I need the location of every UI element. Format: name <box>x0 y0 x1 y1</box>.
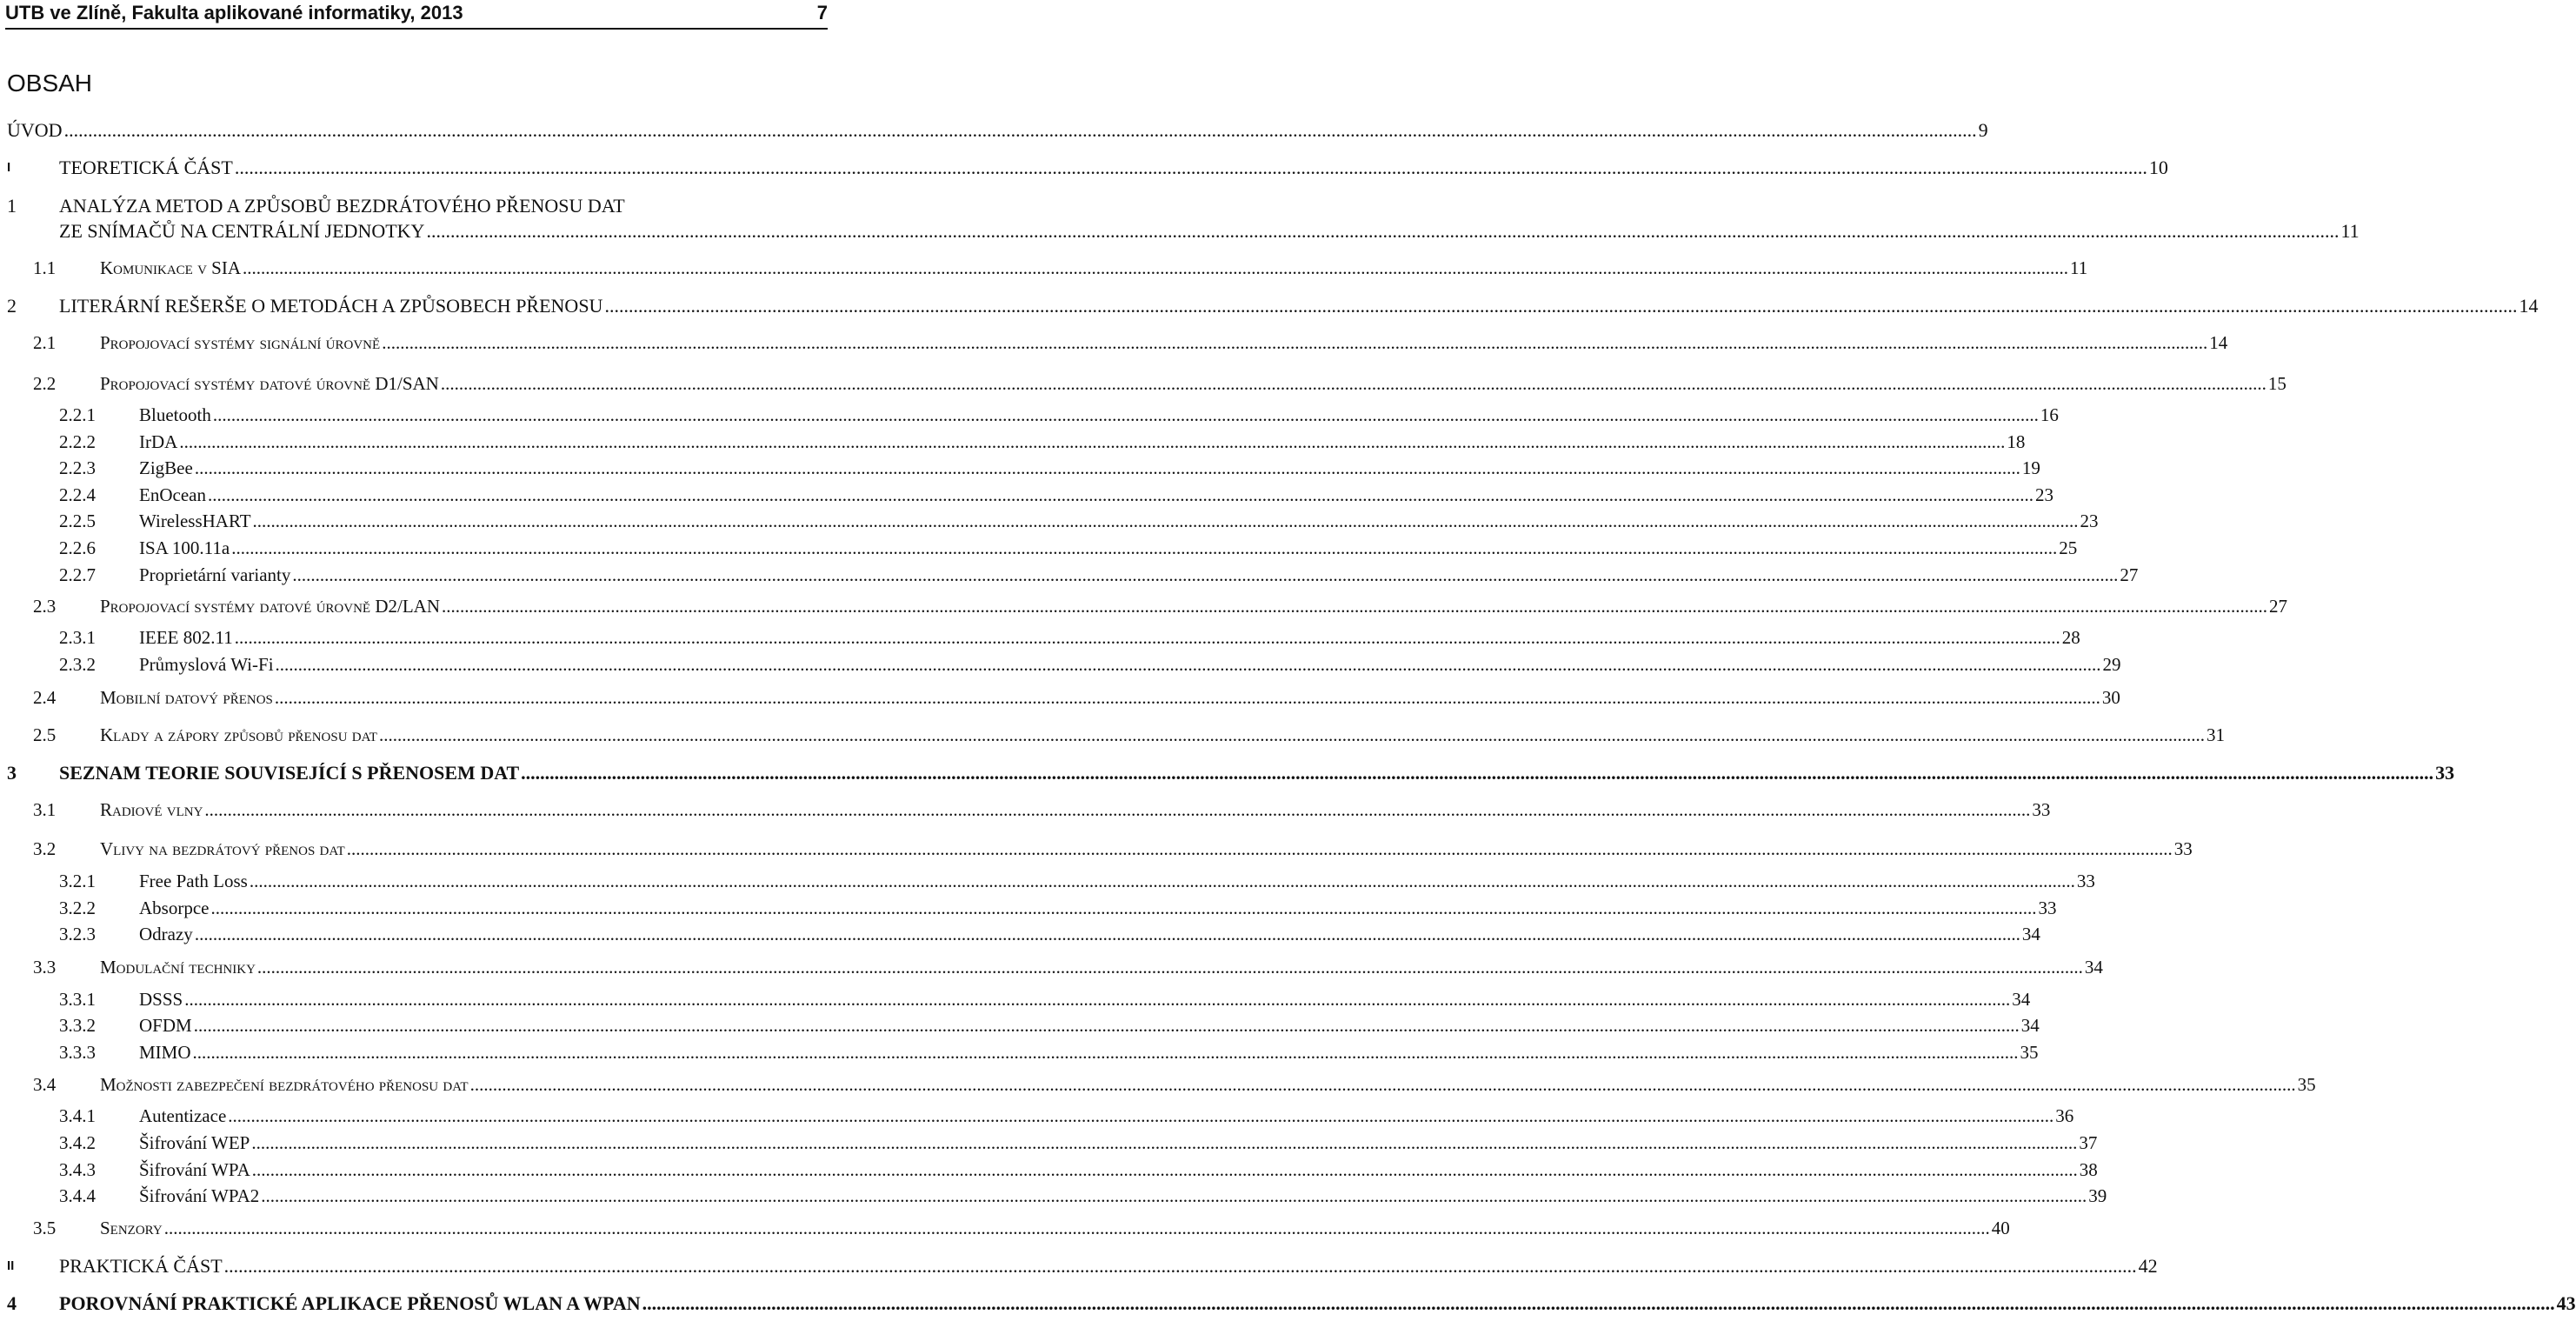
toc-entry-number: 3.2 <box>33 838 57 859</box>
toc-entry[interactable] <box>0 564 2139 587</box>
toc-entry-page: 39 <box>2088 1185 2107 1206</box>
toc-entry-label: Radiové vlny <box>100 799 203 820</box>
toc-entry-number: 2.4 <box>33 687 57 708</box>
toc-entry[interactable] <box>0 257 2088 280</box>
toc-entry-label: Mobilní datový přenos <box>100 687 273 708</box>
toc-entry-page: 28 <box>2061 627 2080 648</box>
toc-entry-page: 36 <box>2055 1105 2074 1126</box>
dot-leader: ................................................................................................................................................................................................................................................................................................................................................................................................................ <box>194 457 2020 478</box>
dot-leader: ................................................................................................................................................................................................................................................................................................................................................................................................................ <box>275 654 2101 675</box>
dot-leader: ................................................................................................................................................................................................................................................................................................................................................................................................................ <box>234 157 2147 178</box>
toc-entry-label: LITERÁRNÍ REŠERŠE O METODÁCH A ZPŮSOBECH PŘENOSU <box>59 295 603 317</box>
toc-entry-number: 3.3 <box>33 957 57 978</box>
toc-entry-label: Komunikace v SIA <box>100 257 241 278</box>
dot-leader: ................................................................................................................................................................................................................................................................................................................................................................................................................ <box>179 431 2006 452</box>
toc-entry[interactable] <box>0 724 2225 747</box>
toc-entry-label: POROVNÁNÍ PRAKTICKÉ APLIKACE PŘENOSŮ WLAN A WPAN <box>59 1292 641 1314</box>
toc-entry-number: 2.3.2 <box>59 654 96 675</box>
toc-entry-number: 2.2.7 <box>59 564 96 585</box>
toc-entry-number: 2.2.4 <box>59 484 96 505</box>
toc-entry-label: IrDA <box>139 431 178 452</box>
dot-leader: ................................................................................................................................................................................................................................................................................................................................................................................................................ <box>604 295 2518 317</box>
toc-entry-number: 2.2.5 <box>59 511 96 531</box>
dot-leader: ................................................................................................................................................................................................................................................................................................................................................................................................................ <box>346 838 2173 859</box>
toc-entry[interactable] <box>0 1159 2098 1182</box>
toc-entry-label: EnOcean <box>139 484 206 505</box>
toc-entry-number: 2.3 <box>33 596 57 617</box>
toc-entry-label: Klady a zápory způsobů přenosu dat <box>100 724 377 745</box>
toc-entry[interactable] <box>0 157 2168 179</box>
dot-leader: ................................................................................................................................................................................................................................................................................................................................................................................................................ <box>252 511 2079 531</box>
toc-entry[interactable] <box>0 511 2099 533</box>
toc-entry-page: 33 <box>2435 762 2455 784</box>
dot-leader: ................................................................................................................................................................................................................................................................................................................................................................................................................ <box>184 989 2011 1010</box>
toc-entry[interactable] <box>0 762 2455 784</box>
dot-leader: ................................................................................................................................................................................................................................................................................................................................................................................................................ <box>163 1218 1990 1238</box>
toc-entry-label: ANALÝZA METOD A ZPŮSOBŮ BEZDRÁTOVÉHO PŘENOSU DAT <box>59 195 625 217</box>
toc-entry[interactable] <box>0 627 2080 650</box>
toc-entry-number: 2 <box>7 295 17 317</box>
toc-entry[interactable] <box>0 404 2059 427</box>
toc-entry-label: ÚVOD <box>7 119 63 141</box>
dot-leader: ................................................................................................................................................................................................................................................................................................................................................................................................................ <box>251 1159 2078 1180</box>
toc-entry-page: 40 <box>1991 1218 2010 1238</box>
toc-entry-number: 3.3.2 <box>59 1015 96 1036</box>
toc-entry-label: MIMO <box>139 1042 191 1063</box>
toc-entry-label: Šifrování WEP <box>139 1132 250 1153</box>
dot-leader: ................................................................................................................................................................................................................................................................................................................................................................................................................ <box>469 1074 2296 1095</box>
toc-entry-number: 2.2.6 <box>59 537 96 558</box>
toc-entry-page: 34 <box>2020 1015 2040 1036</box>
dot-leader: ................................................................................................................................................................................................................................................................................................................................................................................................................ <box>261 1185 2087 1206</box>
toc-entry[interactable] <box>0 989 2031 1011</box>
toc-entry-page: 42 <box>2138 1255 2158 1277</box>
toc-entry-label: Modulační techniky <box>100 957 256 978</box>
toc-entry-label: Propojovací systémy datové úrovně D1/SAN <box>100 373 439 394</box>
dot-leader: ................................................................................................................................................................................................................................................................................................................................................................................................................ <box>231 537 2058 558</box>
toc-entry-label: TEORETICKÁ ČÁST <box>59 157 233 178</box>
header-page-number: 7 <box>816 2 828 23</box>
toc-entry-label: Proprietární varianty <box>139 564 291 585</box>
toc-entry-number: 3.4 <box>33 1074 57 1095</box>
toc-entry-page: 18 <box>2007 431 2026 452</box>
dot-leader: ................................................................................................................................................................................................................................................................................................................................................................................................................ <box>228 1105 2054 1126</box>
toc-entry[interactable] <box>0 220 2360 243</box>
toc-entry-number: 3.4.4 <box>59 1185 96 1206</box>
toc-entry-page: 11 <box>2070 257 2088 278</box>
toc-entry-number: 4 <box>7 1292 17 1314</box>
toc-entry-label: SEZNAM TEORIE SOUVISEJÍCÍ S PŘENOSEM DAT <box>59 762 520 784</box>
toc-entry-page: 31 <box>2206 724 2225 745</box>
toc-entry-number: 3.1 <box>33 799 57 820</box>
toc-entry-label: WirelessHART <box>139 511 251 531</box>
toc-entry[interactable] <box>0 957 2103 979</box>
toc-entry-label: Průmyslová Wi-Fi <box>139 654 274 675</box>
dot-leader: ................................................................................................................................................................................................................................................................................................................................................................................................................ <box>194 924 2020 944</box>
toc-entry-label: ZigBee <box>139 457 193 478</box>
toc-entry-page: 14 <box>2209 332 2228 353</box>
dot-leader: ................................................................................................................................................................................................................................................................................................................................................................................................................ <box>256 957 2083 978</box>
toc-entry-page: 29 <box>2102 654 2121 675</box>
toc-entry-label: Bluetooth <box>139 404 211 425</box>
toc-entry-label: DSSS <box>139 989 183 1010</box>
header-title: UTB ve Zlíně, Fakulta aplikované informatiky, 2013 <box>5 2 463 23</box>
toc-entry-page: 35 <box>2020 1042 2039 1063</box>
toc-entry-label: IEEE 802.11 <box>139 627 233 648</box>
toc-entry[interactable] <box>0 1015 2040 1038</box>
toc-entry[interactable] <box>0 195 835 217</box>
toc-entry[interactable] <box>0 596 2287 618</box>
toc-entry-number: 3.2.3 <box>59 924 96 944</box>
toc-entry-page: 27 <box>2268 596 2287 617</box>
toc-entry[interactable] <box>0 1218 2010 1240</box>
toc-entry-page: 19 <box>2021 457 2040 478</box>
dot-leader: ................................................................................................................................................................................................................................................................................................................................................................................................................ <box>210 898 2037 918</box>
dot-leader: ................................................................................................................................................................................................................................................................................................................................................................................................................ <box>212 404 2039 425</box>
dot-leader: ................................................................................................................................................................................................................................................................................................................................................................................................................ <box>426 220 2340 242</box>
toc-entry-page: 25 <box>2059 537 2078 558</box>
toc-entry-number: 2.5 <box>33 724 57 745</box>
dot-leader: ................................................................................................................................................................................................................................................................................................................................................................................................................ <box>274 687 2100 708</box>
toc-entry-page: 27 <box>2120 564 2139 585</box>
toc-entry-page: 23 <box>2080 511 2099 531</box>
toc-entry-page: 10 <box>2148 157 2168 178</box>
toc-entry-page: 15 <box>2267 373 2286 394</box>
toc-entry-page: 33 <box>2173 838 2193 859</box>
dot-leader: ................................................................................................................................................................................................................................................................................................................................................................................................................ <box>642 1292 2555 1314</box>
toc-entry[interactable] <box>0 838 2193 861</box>
toc-entry[interactable] <box>0 1185 2107 1208</box>
toc-entry-page: 43 <box>2556 1292 2576 1314</box>
dot-leader: ................................................................................................................................................................................................................................................................................................................................................................................................................ <box>207 484 2034 505</box>
toc-entry-label: Absorpce <box>139 898 210 918</box>
dot-leader: ................................................................................................................................................................................................................................................................................................................................................................................................................ <box>441 596 2267 617</box>
toc-entry-number: 3.5 <box>33 1218 57 1238</box>
toc-entry-page: 38 <box>2079 1159 2098 1180</box>
dot-leader: ................................................................................................................................................................................................................................................................................................................................................................................................................ <box>243 257 2068 278</box>
toc-entry-page: 34 <box>2021 924 2040 944</box>
toc-entry-number: 2.2 <box>33 373 57 394</box>
toc-entry-number: I <box>7 160 11 175</box>
toc-entry[interactable] <box>0 1132 2098 1155</box>
toc-entry-label: ZE SNÍMAČŮ NA CENTRÁLNÍ JEDNOTKY <box>59 220 425 242</box>
toc-entry-number: 3.3.3 <box>59 1042 96 1063</box>
toc-entry-number: 2.3.1 <box>59 627 96 648</box>
toc-entry[interactable] <box>0 1292 2576 1315</box>
toc-entry-label: PRAKTICKÁ ČÁST <box>59 1255 223 1277</box>
toc-entry-page: 14 <box>2519 295 2539 317</box>
toc-entry-number: 3.2.1 <box>59 871 96 891</box>
toc-entry-number: 3.3.1 <box>59 989 96 1010</box>
toc-entry-number: 3.4.1 <box>59 1105 96 1126</box>
toc-entry-label: ISA 100.11a <box>139 537 230 558</box>
toc-entry[interactable] <box>0 654 2121 677</box>
toc-entry-page: 30 <box>2101 687 2120 708</box>
dot-leader: ................................................................................................................................................................................................................................................................................................................................................................................................................ <box>204 799 2031 820</box>
toc-entry-page: 34 <box>2012 989 2031 1010</box>
toc-entry-label: Autentizace <box>139 1105 227 1126</box>
toc-entry-page: 33 <box>2076 871 2095 891</box>
toc-entry[interactable] <box>0 1042 2039 1064</box>
toc-entry-label: Free Path Loss <box>139 871 248 891</box>
dot-leader: ................................................................................................................................................................................................................................................................................................................................................................................................................ <box>378 724 2205 745</box>
toc-entry-number: 3 <box>7 762 17 784</box>
dot-leader: ................................................................................................................................................................................................................................................................................................................................................................................................................ <box>292 564 2119 585</box>
toc-entry-page: 33 <box>2038 898 2057 918</box>
toc-entry-number: 3.4.3 <box>59 1159 96 1180</box>
toc-entry-label: Možnosti zabezpečení bezdrátového přenosu dat <box>100 1074 469 1095</box>
toc-entry-page: 33 <box>2032 799 2051 820</box>
toc-entry[interactable] <box>0 687 2120 710</box>
dot-leader: ................................................................................................................................................................................................................................................................................................................................................................................................................ <box>234 627 2060 648</box>
toc-entry[interactable] <box>0 295 2539 317</box>
dot-leader: ................................................................................................................................................................................................................................................................................................................................................................................................................ <box>193 1015 2020 1036</box>
toc-entry[interactable] <box>0 431 2026 454</box>
toc-entry-label: OFDM <box>139 1015 192 1036</box>
toc-entry[interactable] <box>0 537 2078 560</box>
toc-entry[interactable] <box>0 1255 2158 1278</box>
toc-entry-page: 9 <box>1978 119 1988 141</box>
toc-entry[interactable] <box>0 119 1988 142</box>
toc-entry-page: 37 <box>2079 1132 2098 1153</box>
toc-entry-label: Propojovací systémy datové úrovně D2/LAN <box>100 596 440 617</box>
toc-entry-number: 3.4.2 <box>59 1132 96 1153</box>
toc-entry-label: Šifrování WPA2 <box>139 1185 260 1206</box>
toc-entry-page: 11 <box>2340 220 2360 242</box>
dot-leader: ................................................................................................................................................................................................................................................................................................................................................................................................................ <box>521 762 2434 784</box>
toc-entry-number: 2.2.1 <box>59 404 96 425</box>
dot-leader: ................................................................................................................................................................................................................................................................................................................................................................................................................ <box>192 1042 2019 1063</box>
toc-entry-number: 2.2.2 <box>59 431 96 452</box>
toc-entry[interactable] <box>0 332 2228 355</box>
dot-leader: ................................................................................................................................................................................................................................................................................................................................................................................................................ <box>382 332 2208 353</box>
toc-entry-page: 35 <box>2297 1074 2316 1095</box>
toc-entry-label: Vlivy na bezdrátový přenos dat <box>100 838 345 859</box>
dot-leader: ................................................................................................................................................................................................................................................................................................................................................................................................................ <box>223 1255 2137 1277</box>
toc-entry[interactable] <box>0 373 2286 396</box>
toc-entry[interactable] <box>0 924 2040 946</box>
toc-entry-number: II <box>7 1258 15 1273</box>
dot-leader: ................................................................................................................................................................................................................................................................................................................................................................................................................ <box>249 871 2075 891</box>
toc-entry-label: Propojovací systémy signální úrovně <box>100 332 381 353</box>
toc-entry[interactable] <box>0 484 2053 507</box>
toc-entry-page: 23 <box>2034 484 2053 505</box>
toc-entry[interactable] <box>0 1074 2316 1097</box>
toc-entry-page: 34 <box>2084 957 2103 978</box>
toc-entry-label: Senzory <box>100 1218 163 1238</box>
toc-entry-label: Šifrování WPA <box>139 1159 250 1180</box>
toc-entry-number: 2.2.3 <box>59 457 96 478</box>
toc-entry-number: 1.1 <box>33 257 57 278</box>
toc-entry-number: 3.2.2 <box>59 898 96 918</box>
toc-entry-number: 2.1 <box>33 332 57 353</box>
toc-title: OBSAH <box>7 70 93 97</box>
dot-leader: ................................................................................................................................................................................................................................................................................................................................................................................................................ <box>440 373 2266 394</box>
toc-entry-label: Odrazy <box>139 924 193 944</box>
toc-entry-number: 1 <box>7 195 17 217</box>
toc-entry[interactable] <box>0 898 2057 920</box>
toc-entry-page: 16 <box>2040 404 2059 425</box>
dot-leader: ................................................................................................................................................................................................................................................................................................................................................................................................................ <box>63 119 1977 141</box>
toc-entry[interactable] <box>0 1105 2074 1128</box>
dot-leader: ................................................................................................................................................................................................................................................................................................................................................................................................................ <box>251 1132 2078 1153</box>
toc-entry[interactable] <box>0 871 2095 893</box>
toc-entry[interactable] <box>0 799 2051 822</box>
toc-entry[interactable] <box>0 457 2040 480</box>
